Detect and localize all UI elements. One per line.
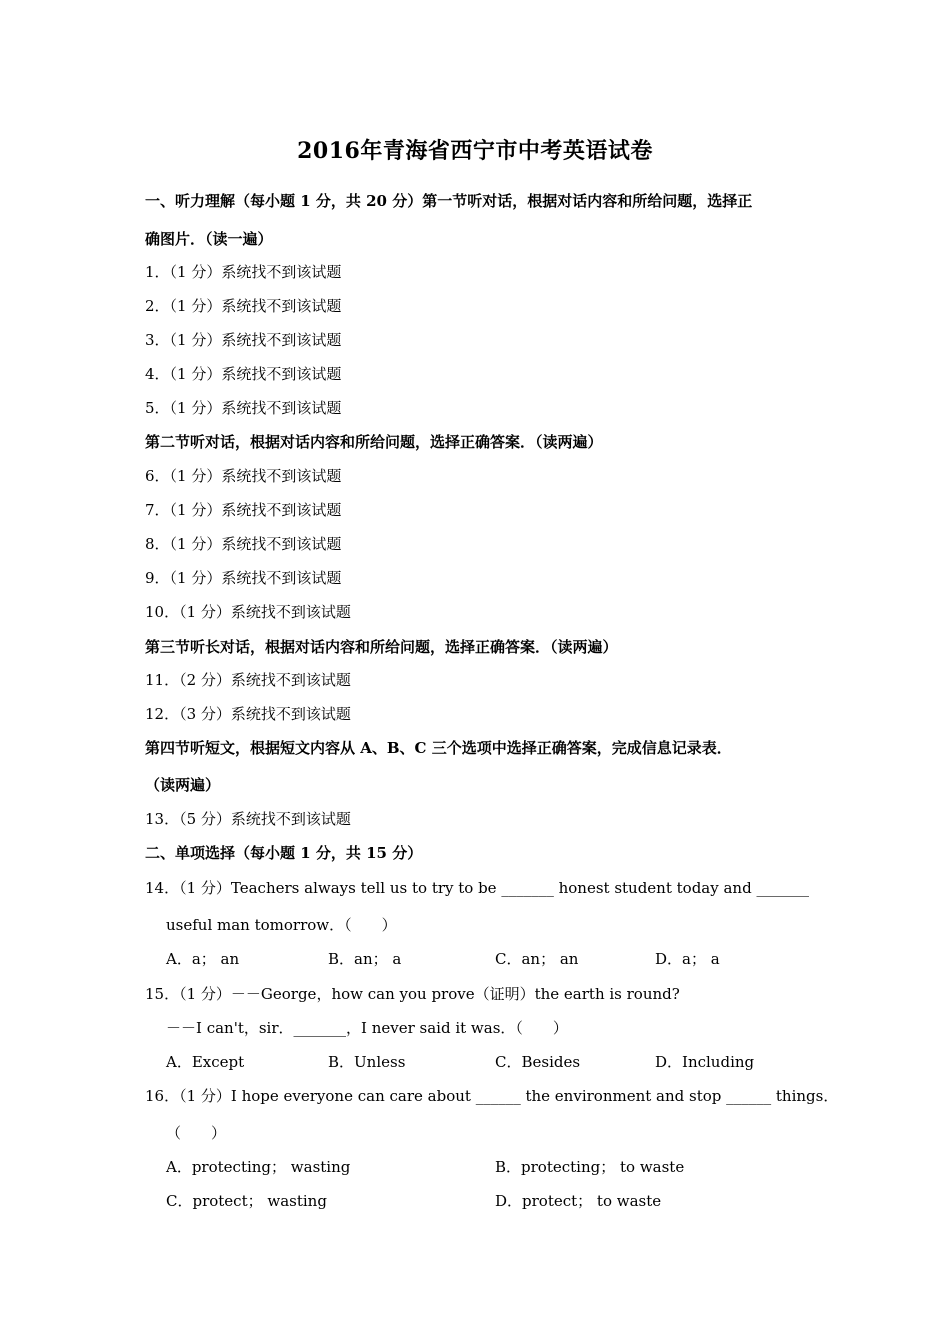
question-15-stem: 15．（1 分）－－George，how can you prove（证明）the earth is round?	[145, 985, 680, 1003]
question-15-option-a: A．Except	[166, 1053, 245, 1071]
list-item: 9．（1 分）系统找不到该试题	[145, 569, 342, 587]
list-item: 5．（1 分）系统找不到该试题	[145, 399, 342, 417]
question-14-option-b: B．an； a	[328, 950, 402, 968]
list-item: 11．（2 分）系统找不到该试题	[145, 671, 351, 689]
list-item: 1．（1 分）系统找不到该试题	[145, 263, 342, 281]
question-16-option-d: D．protect； to waste	[495, 1192, 662, 1210]
question-16-stem-cont: （ ）	[166, 1124, 227, 1142]
question-14-stem-cont: useful man tomorrow．（ ）	[166, 916, 397, 934]
list-item: 6．（1 分）系统找不到该试题	[145, 467, 342, 485]
question-15-stem-cont: －－I can't，sir．_______，I never said it was．（ ）	[166, 1019, 568, 1037]
question-16-option-b: B．protecting； to waste	[495, 1158, 685, 1176]
list-item: 12．（3 分）系统找不到该试题	[145, 705, 351, 723]
section3-heading: 第三节听长对话，根据对话内容和所给问题，选择正确答案．（读两遍）	[145, 638, 618, 656]
part1-heading-line1: 一、听力理解（每小题 1 分，共 20 分）第一节听对话，根据对话内容和所给问题，选择正	[145, 192, 753, 210]
question-15-option-c: C．Besides	[495, 1053, 581, 1071]
list-item: 10．（1 分）系统找不到该试题	[145, 603, 351, 621]
part2-heading: 二、单项选择（每小题 1 分，共 15 分）	[145, 844, 423, 862]
section4-heading-line2: （读两遍）	[145, 776, 221, 794]
list-item: 3．（1 分）系统找不到该试题	[145, 331, 342, 349]
list-item: 13．（5 分）系统找不到该试题	[145, 810, 351, 828]
question-16-stem: 16．（1 分）I hope everyone can care about ______ the environment and stop ______ things．	[145, 1087, 839, 1105]
question-14-option-a: A．a； an	[166, 950, 240, 968]
question-14-option-c: C．an； an	[495, 950, 579, 968]
section2-heading: 第二节听对话，根据对话内容和所给问题，选择正确答案．（读两遍）	[145, 433, 603, 451]
question-16-option-a: A．protecting； wasting	[166, 1158, 351, 1176]
list-item: 2．（1 分）系统找不到该试题	[145, 297, 342, 315]
list-item: 4．（1 分）系统找不到该试题	[145, 365, 342, 383]
page-title: 2016年青海省西宁市中考英语试卷	[297, 138, 653, 164]
list-item: 8．（1 分）系统找不到该试题	[145, 535, 342, 553]
question-15-option-b: B．Unless	[328, 1053, 406, 1071]
question-14-option-d: D．a； a	[655, 950, 720, 968]
part1-heading-line2: 确图片．（读一遍）	[145, 230, 273, 248]
section4-heading-line1: 第四节听短文，根据短文内容从 A、B、C 三个选项中选择正确答案，完成信息记录表．	[145, 739, 732, 757]
list-item: 7．（1 分）系统找不到该试题	[145, 501, 342, 519]
question-15-option-d: D．Including	[655, 1053, 755, 1071]
question-14-stem: 14．（1 分）Teachers always tell us to try to be _______ honest student today and _______	[145, 879, 809, 897]
question-16-option-c: C．protect； wasting	[166, 1192, 327, 1210]
